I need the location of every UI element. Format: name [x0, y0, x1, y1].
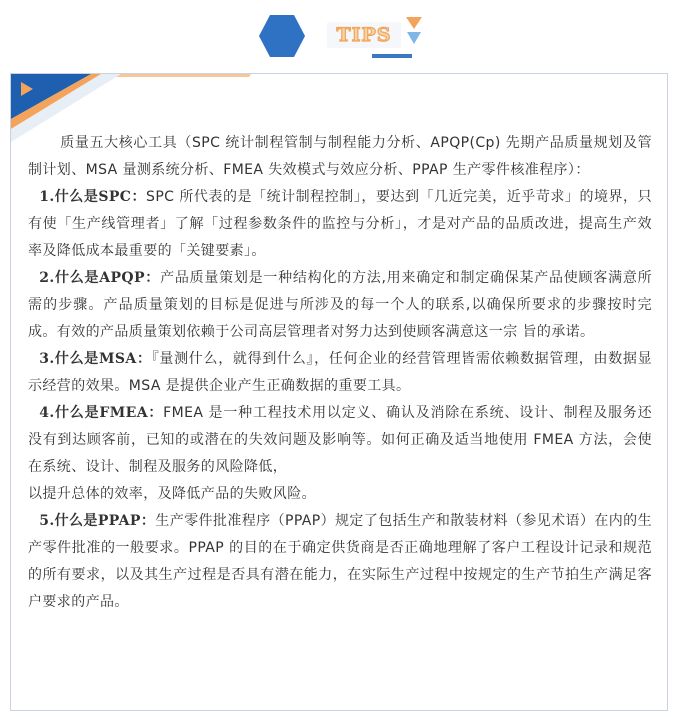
- section-spc: [28, 184, 652, 265]
- tips-badge: [327, 22, 401, 48]
- section-title: 3.什么是MSA：: [39, 351, 152, 367]
- section-body: FMEA 是一种工程技术用以定义、确认及消除在系统、设计、制程及服务还没有到达顾客前，已知的或潜在的失效问题及影响等。如何正确及适当地使用 FMEA 方法，会使在系统、设计、制程及服务的风险降低，: [28, 405, 652, 475]
- section-title: 5.什么是PPAP：: [39, 513, 156, 529]
- section-ppap: [28, 508, 652, 616]
- section-body: 产品质量策划是一种结构化的方法,用来确定和制定确保某产品使顾客满意所需的步骤。产品质量策划的目标是促进与所涉及的每一个人的联系,以确保所要求的步骤按时完成。有效的产品质量策划依赖于公司高层管理者对努力达到使顾客满意这一宗 旨的承诺。: [28, 270, 652, 340]
- intro-paragraph: 质量五大核心工具（SPC 统计制程管制与制程能力分析、APQP(Cp) 先期产品质量规划及管制计划、MSA 量测系统分析、FMEA 失效模式与效应分析、PPAP 生产零件核准程序）：: [28, 135, 652, 178]
- tips-underline: [372, 54, 412, 58]
- section-fmea-extra: 以提升总体的效率，及降低产品的失败风险。: [28, 486, 316, 502]
- section-title: 2.什么是APQP：: [39, 270, 161, 286]
- article-body: [28, 130, 652, 616]
- section-title: 1.什么是SPC：: [39, 189, 147, 205]
- down-arrows-icon: [404, 16, 424, 46]
- section-body: 『量测什么，就得到什么』，任何企业的经营管理皆需依赖数据管理，由数据显示经营的效果。MSA 是提供企业产生正确数据的重要工具。: [28, 351, 653, 394]
- tips-header: [0, 0, 680, 70]
- section-msa: [28, 346, 652, 400]
- section-body: SPC 所代表的是「统计制程控制」，要达到「几近完美，近乎苛求」的境界，只有使「生产线管理者」了解「过程参数条件的监控与分析」，才是对产品的品质改进，提高生产效率及降低成本最重要的「关键要素」。: [28, 189, 652, 259]
- hexagon-icon: [258, 14, 306, 58]
- section-title: 4.什么是FMEA：: [39, 405, 164, 421]
- section-fmea: [28, 400, 652, 481]
- tips-label: TIPS: [336, 24, 392, 46]
- section-body: 生产零件批准程序（PPAP）规定了包括生产和散装材料（参见术语）在内的生产零件批准的一般要求。PPAP 的目的在于确定供货商是否正确地理解了客户工程设计记录和规范的所有要求，以及其生产过程是否具有潜在能力，在实际生产过程中按规定的生产节拍生产满足客户要求的产品。: [28, 513, 652, 610]
- section-apqp: [28, 265, 652, 346]
